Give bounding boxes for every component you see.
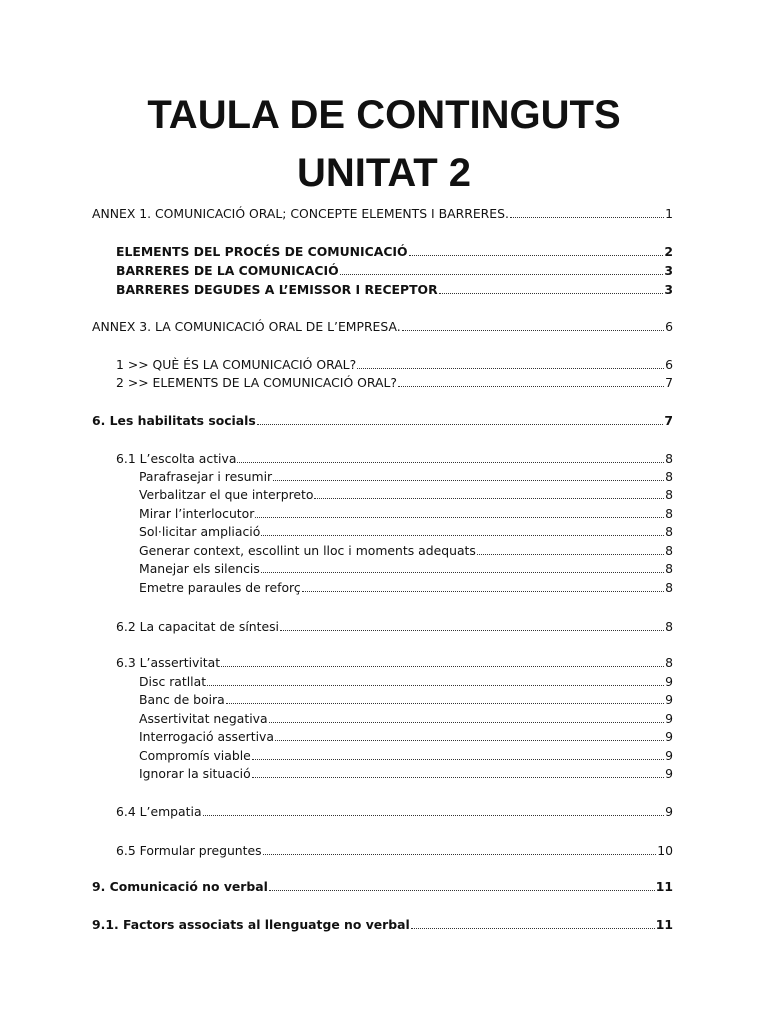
toc-page-number: 9 — [665, 748, 673, 763]
toc-entry-text: ANNEX 1. COMUNICACIÓ ORAL; CONCEPTE ELEMENTS I BARRERES. — [92, 206, 509, 221]
toc-page-number: 6 — [665, 319, 673, 334]
toc-leader-dots — [439, 281, 664, 294]
toc-page-number: 9 — [665, 674, 673, 689]
toc-entry-text: Banc de boira — [139, 692, 225, 707]
toc-page-number: 7 — [664, 413, 673, 428]
toc-leader-dots — [411, 916, 655, 929]
toc-page-number: 8 — [665, 487, 673, 502]
toc-entry-text: Assertivitat negativa — [139, 711, 268, 726]
toc-entry-disc — [139, 673, 673, 691]
toc-leader-dots — [398, 374, 664, 387]
toc-entry-interrogacio — [139, 728, 673, 746]
toc-page-number: 9 — [665, 692, 673, 707]
toc-entry-text: 1 >> QUÈ ÉS LA COMUNICACIÓ ORAL? — [116, 357, 357, 372]
toc-page-number: 8 — [665, 451, 673, 466]
toc-page-number: 6 — [665, 357, 673, 372]
toc-entry-text: Interrogació assertiva — [139, 729, 274, 744]
toc-entry-text: Emetre paraules de reforç — [139, 580, 301, 595]
toc-entry-text: 6.4 L’empatia — [116, 804, 202, 819]
toc-entry-6-1 — [116, 450, 673, 468]
toc-entry-barreres — [116, 262, 673, 280]
toc-leader-dots — [257, 412, 664, 425]
toc-entry-text: 6.3 L’assertivitat — [116, 655, 221, 670]
toc-leader-dots — [252, 765, 664, 778]
title-line-2: UNITAT 2 — [296, 151, 472, 195]
toc-entry-text: 6.5 Formular preguntes — [116, 843, 262, 858]
toc-entry-6-2 — [116, 618, 673, 636]
toc-entry-text: Sol·licitar ampliació — [139, 524, 261, 539]
toc-page-number: 3 — [664, 282, 673, 297]
toc-entry-text: Manejar els silencis — [139, 561, 260, 576]
toc-leader-dots — [263, 842, 657, 855]
toc-entry-parafrasejar — [139, 468, 673, 486]
toc-leader-dots — [409, 243, 664, 256]
toc-entry-banc — [139, 691, 673, 709]
toc-entry-mirar — [139, 505, 673, 523]
toc-page-number: 9 — [665, 729, 673, 744]
toc-leader-dots — [510, 205, 664, 218]
toc-entry-6-4 — [116, 803, 673, 821]
toc-page-number: 8 — [665, 580, 673, 595]
toc-leader-dots — [261, 560, 664, 573]
toc-entry-elements-oral — [116, 374, 673, 392]
toc-page-number: 7 — [665, 375, 673, 390]
toc-leader-dots — [269, 878, 655, 891]
toc-page-number: 8 — [665, 543, 673, 558]
toc-entry-text: 6.2 La capacitat de síntesi — [116, 619, 280, 634]
toc-entry-text: ANNEX 3. LA COMUNICACIÓ ORAL DE L’EMPRESA. — [92, 319, 401, 334]
toc-entry-compromis — [139, 747, 673, 765]
toc-entry-text: BARRERES DE LA COMUNICACIÓ — [116, 263, 339, 278]
toc-entry-text: Disc ratllat — [139, 674, 207, 689]
toc-leader-dots — [314, 486, 664, 499]
toc-page-number: 9 — [665, 711, 673, 726]
toc-leader-dots — [357, 356, 664, 369]
toc-entry-text: Verbalitzar el que interpreto — [139, 487, 314, 502]
toc-page-number: 8 — [665, 524, 673, 539]
toc-entry-text: 2 >> ELEMENTS DE LA COMUNICACIÓ ORAL? — [116, 375, 397, 390]
toc-leader-dots — [252, 747, 664, 760]
toc-entry-text: 9. Comunicació no verbal — [92, 879, 268, 894]
toc-page-number: 3 — [664, 263, 673, 278]
toc-page-number: 11 — [655, 917, 673, 932]
toc-page-number: 8 — [665, 655, 673, 670]
toc-leader-dots — [255, 505, 664, 518]
toc-leader-dots — [207, 673, 664, 686]
toc-entry-text: Mirar l’interlocutor — [139, 506, 255, 521]
toc-entry-text: Generar context, escollint un lloc i moments adequats — [139, 543, 476, 558]
toc-entry-elements-proces — [116, 243, 673, 261]
toc-entry-manejar — [139, 560, 673, 578]
toc-entry-text: ELEMENTS DEL PROCÉS DE COMUNICACIÓ — [116, 244, 408, 259]
toc-page-number: 11 — [655, 879, 673, 894]
toc-entry-text: 6.1 L’escolta activa — [116, 451, 237, 466]
toc-entry-9 — [92, 878, 673, 896]
toc-entry-emetre — [139, 579, 673, 597]
toc-entry-annex-3 — [92, 318, 673, 336]
toc-page-number: 9 — [665, 804, 673, 819]
title-line-1: TAULA DE CONTINGUTS — [147, 93, 621, 137]
toc-leader-dots — [302, 579, 664, 592]
toc-entry-habilitats — [92, 412, 673, 430]
toc-leader-dots — [221, 654, 664, 667]
toc-entry-text: Ignorar la situació — [139, 766, 251, 781]
toc-entry-text: BARRERES DEGUDES A L’EMISSOR I RECEPTOR — [116, 282, 438, 297]
toc-page-number: 8 — [665, 619, 673, 634]
toc-page-number: 1 — [665, 206, 673, 221]
toc-entry-text: 9.1. Factors associats al llenguatge no verbal — [92, 917, 410, 932]
toc-entry-generar — [139, 542, 673, 560]
toc-leader-dots — [402, 318, 664, 331]
toc-page-number: 8 — [665, 561, 673, 576]
toc-leader-dots — [280, 618, 664, 631]
toc-entry-6-5 — [116, 842, 673, 860]
toc-page-number: 9 — [665, 766, 673, 781]
toc-entry-annex-1 — [92, 205, 673, 223]
toc-leader-dots — [477, 542, 664, 555]
toc-leader-dots — [269, 710, 665, 723]
toc-entry-sollicitar — [139, 523, 673, 541]
toc-entry-verbalitzar — [139, 486, 673, 504]
toc-leader-dots — [275, 728, 664, 741]
toc-leader-dots — [237, 450, 664, 463]
toc-page-number: 2 — [664, 244, 673, 259]
toc-entry-assertivitat-negativa — [139, 710, 673, 728]
toc-entry-que-es — [116, 356, 673, 374]
toc-leader-dots — [340, 262, 664, 275]
toc-leader-dots — [226, 691, 664, 704]
toc-entry-text: Compromís viable — [139, 748, 251, 763]
toc-page-number: 10 — [657, 843, 673, 858]
toc-leader-dots — [273, 468, 664, 481]
toc-entry-barreres-emissor — [116, 281, 673, 299]
toc-entry-text: 6. Les habilitats socials — [92, 413, 256, 428]
toc-entry-6-3 — [116, 654, 673, 672]
toc-page-number: 8 — [665, 506, 673, 521]
toc-entry-text: Parafrasejar i resumir — [139, 469, 273, 484]
toc-page-number: 8 — [665, 469, 673, 484]
toc-leader-dots — [261, 523, 664, 536]
toc-entry-ignorar — [139, 765, 673, 783]
toc-leader-dots — [203, 803, 665, 816]
toc-entry-9-1 — [92, 916, 673, 934]
